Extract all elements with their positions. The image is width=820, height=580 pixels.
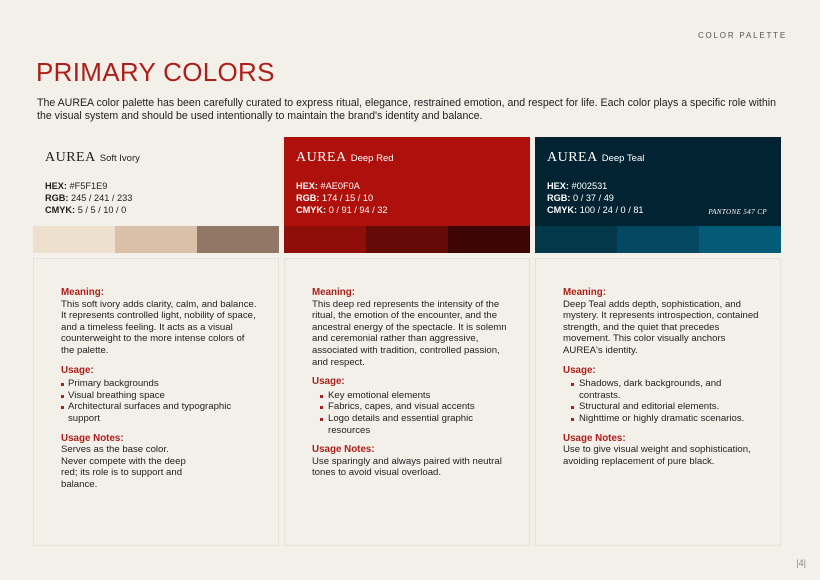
hex-line: HEX: #F5F1E9 xyxy=(45,181,108,191)
list-item: Architectural surfaces and typographic support xyxy=(61,401,258,424)
cmyk-line: CMYK: 0 / 91 / 94 / 32 xyxy=(296,205,388,215)
rgb-value: 0 / 37 / 49 xyxy=(573,193,614,203)
swatch-strip-teal xyxy=(535,226,781,253)
usage-notes-heading: Usage Notes: xyxy=(61,432,124,444)
swatch-1 xyxy=(33,226,115,253)
section-label: COLOR PALETTE xyxy=(697,31,787,40)
color-card-header-teal xyxy=(535,137,781,226)
swatch-2 xyxy=(366,226,448,253)
swatch-3 xyxy=(197,226,279,253)
brand-name: AUREA xyxy=(547,150,598,165)
hex-value: #F5F1E9 xyxy=(69,181,108,191)
hex-line: HEX: #002531 xyxy=(547,181,608,191)
hex-value: #002531 xyxy=(571,181,608,191)
usage-list xyxy=(312,390,509,436)
rgb-value: 174 / 15 / 10 xyxy=(322,193,374,203)
rgb-value: 245 / 241 / 233 xyxy=(71,193,133,203)
meaning-text: This soft ivory adds clarity, calm, and balance. It represents controlled light, nobility of space, and a timeless feeling. It acts as a visual counterweight to the more intense colors of the palette. xyxy=(61,298,257,356)
swatch-3 xyxy=(699,226,781,253)
color-description-red xyxy=(284,258,530,546)
meaning-heading: Meaning: xyxy=(312,287,355,298)
brand-name: AUREA xyxy=(45,150,96,165)
pantone-code: PANTONE 547 CP xyxy=(708,208,767,216)
swatch-1 xyxy=(284,226,366,253)
rgb-line: RGB: 0 / 37 / 49 xyxy=(547,193,614,203)
list-item: Nighttime or highly dramatic scenarios. xyxy=(563,413,760,425)
rgb-line: RGB: 174 / 15 / 10 xyxy=(296,193,374,203)
page-title: PRIMARY COLORS xyxy=(36,57,275,87)
meaning-heading: Meaning: xyxy=(61,287,104,298)
list-item: Logo details and essential graphic resources xyxy=(312,413,509,436)
hex-line: HEX: #AE0F0A xyxy=(296,181,360,191)
page-number: |4| xyxy=(796,558,806,568)
cmyk-value: 5 / 5 / 10 / 0 xyxy=(77,205,127,215)
cmyk-line: CMYK: 100 / 24 / 0 / 81 xyxy=(547,205,644,215)
meaning-text: Deep Teal adds depth, sophistication, and mystery. It represents introspection, contained strength, and the quiet that precedes movement. This color visually anchors AUREA's identity. xyxy=(563,298,759,356)
cmyk-line: CMYK: 5 / 5 / 10 / 0 xyxy=(45,205,127,215)
color-name: Deep Teal xyxy=(601,153,645,164)
color-description-teal xyxy=(535,258,781,546)
usage-notes-heading: Usage Notes: xyxy=(563,432,626,444)
usage-notes-text: Serves as the base color. Never compete with the deep red; its role is to support and balance. xyxy=(61,444,186,490)
list-item: Primary backgrounds xyxy=(61,378,258,390)
color-name: Deep Red xyxy=(350,153,394,164)
usage-heading: Usage: xyxy=(312,376,345,388)
usage-list xyxy=(563,378,760,424)
brand-name: AUREA xyxy=(296,150,347,165)
list-item: Key emotional elements xyxy=(312,390,509,402)
meaning-heading: Meaning: xyxy=(563,287,606,298)
swatch-3 xyxy=(448,226,530,253)
usage-heading: Usage: xyxy=(61,364,94,376)
cmyk-value: 100 / 24 / 0 / 81 xyxy=(579,205,644,215)
color-description-ivory xyxy=(33,258,279,546)
color-card-header-red xyxy=(284,137,530,226)
swatch-strip-ivory xyxy=(33,226,279,253)
list-item: Shadows, dark backgrounds, and contrasts. xyxy=(563,378,760,401)
cmyk-value: 0 / 91 / 94 / 32 xyxy=(328,205,388,215)
usage-notes-text: Use to give visual weight and sophistication, avoiding replacement of pure black. xyxy=(563,444,751,467)
color-card-header-ivory xyxy=(33,137,279,226)
intro-text: The AUREA color palette has been carefully curated to express ritual, elegance, restrained emotion, and respect for life. Each color plays a specific role within the visual system and should be used intentionally to maintain the brand's identity and balance. xyxy=(37,97,777,122)
usage-heading: Usage: xyxy=(563,364,596,376)
color-name: Soft Ivory xyxy=(99,153,140,164)
swatch-1 xyxy=(535,226,617,253)
swatch-2 xyxy=(617,226,699,253)
list-item: Structural and editorial elements. xyxy=(563,401,760,413)
meaning-text: This deep red represents the intensity of the ritual, the emotion of the encounter, and the ancestral energy of the spectacle. It is solemn and ceremonial rather than aggressive, associated with tradition, controlled passion, and respect. xyxy=(312,298,507,368)
rgb-line: RGB: 245 / 241 / 233 xyxy=(45,193,133,203)
swatch-strip-red xyxy=(284,226,530,253)
list-item: Fabrics, capes, and visual accents xyxy=(312,401,509,413)
usage-notes-heading: Usage Notes: xyxy=(312,444,375,456)
hex-value: #AE0F0A xyxy=(320,181,360,191)
usage-list xyxy=(61,378,258,424)
list-item: Visual breathing space xyxy=(61,390,258,402)
swatch-2 xyxy=(115,226,197,253)
usage-notes-text: Use sparingly and always paired with neutral tones to avoid visual overload. xyxy=(312,455,502,479)
